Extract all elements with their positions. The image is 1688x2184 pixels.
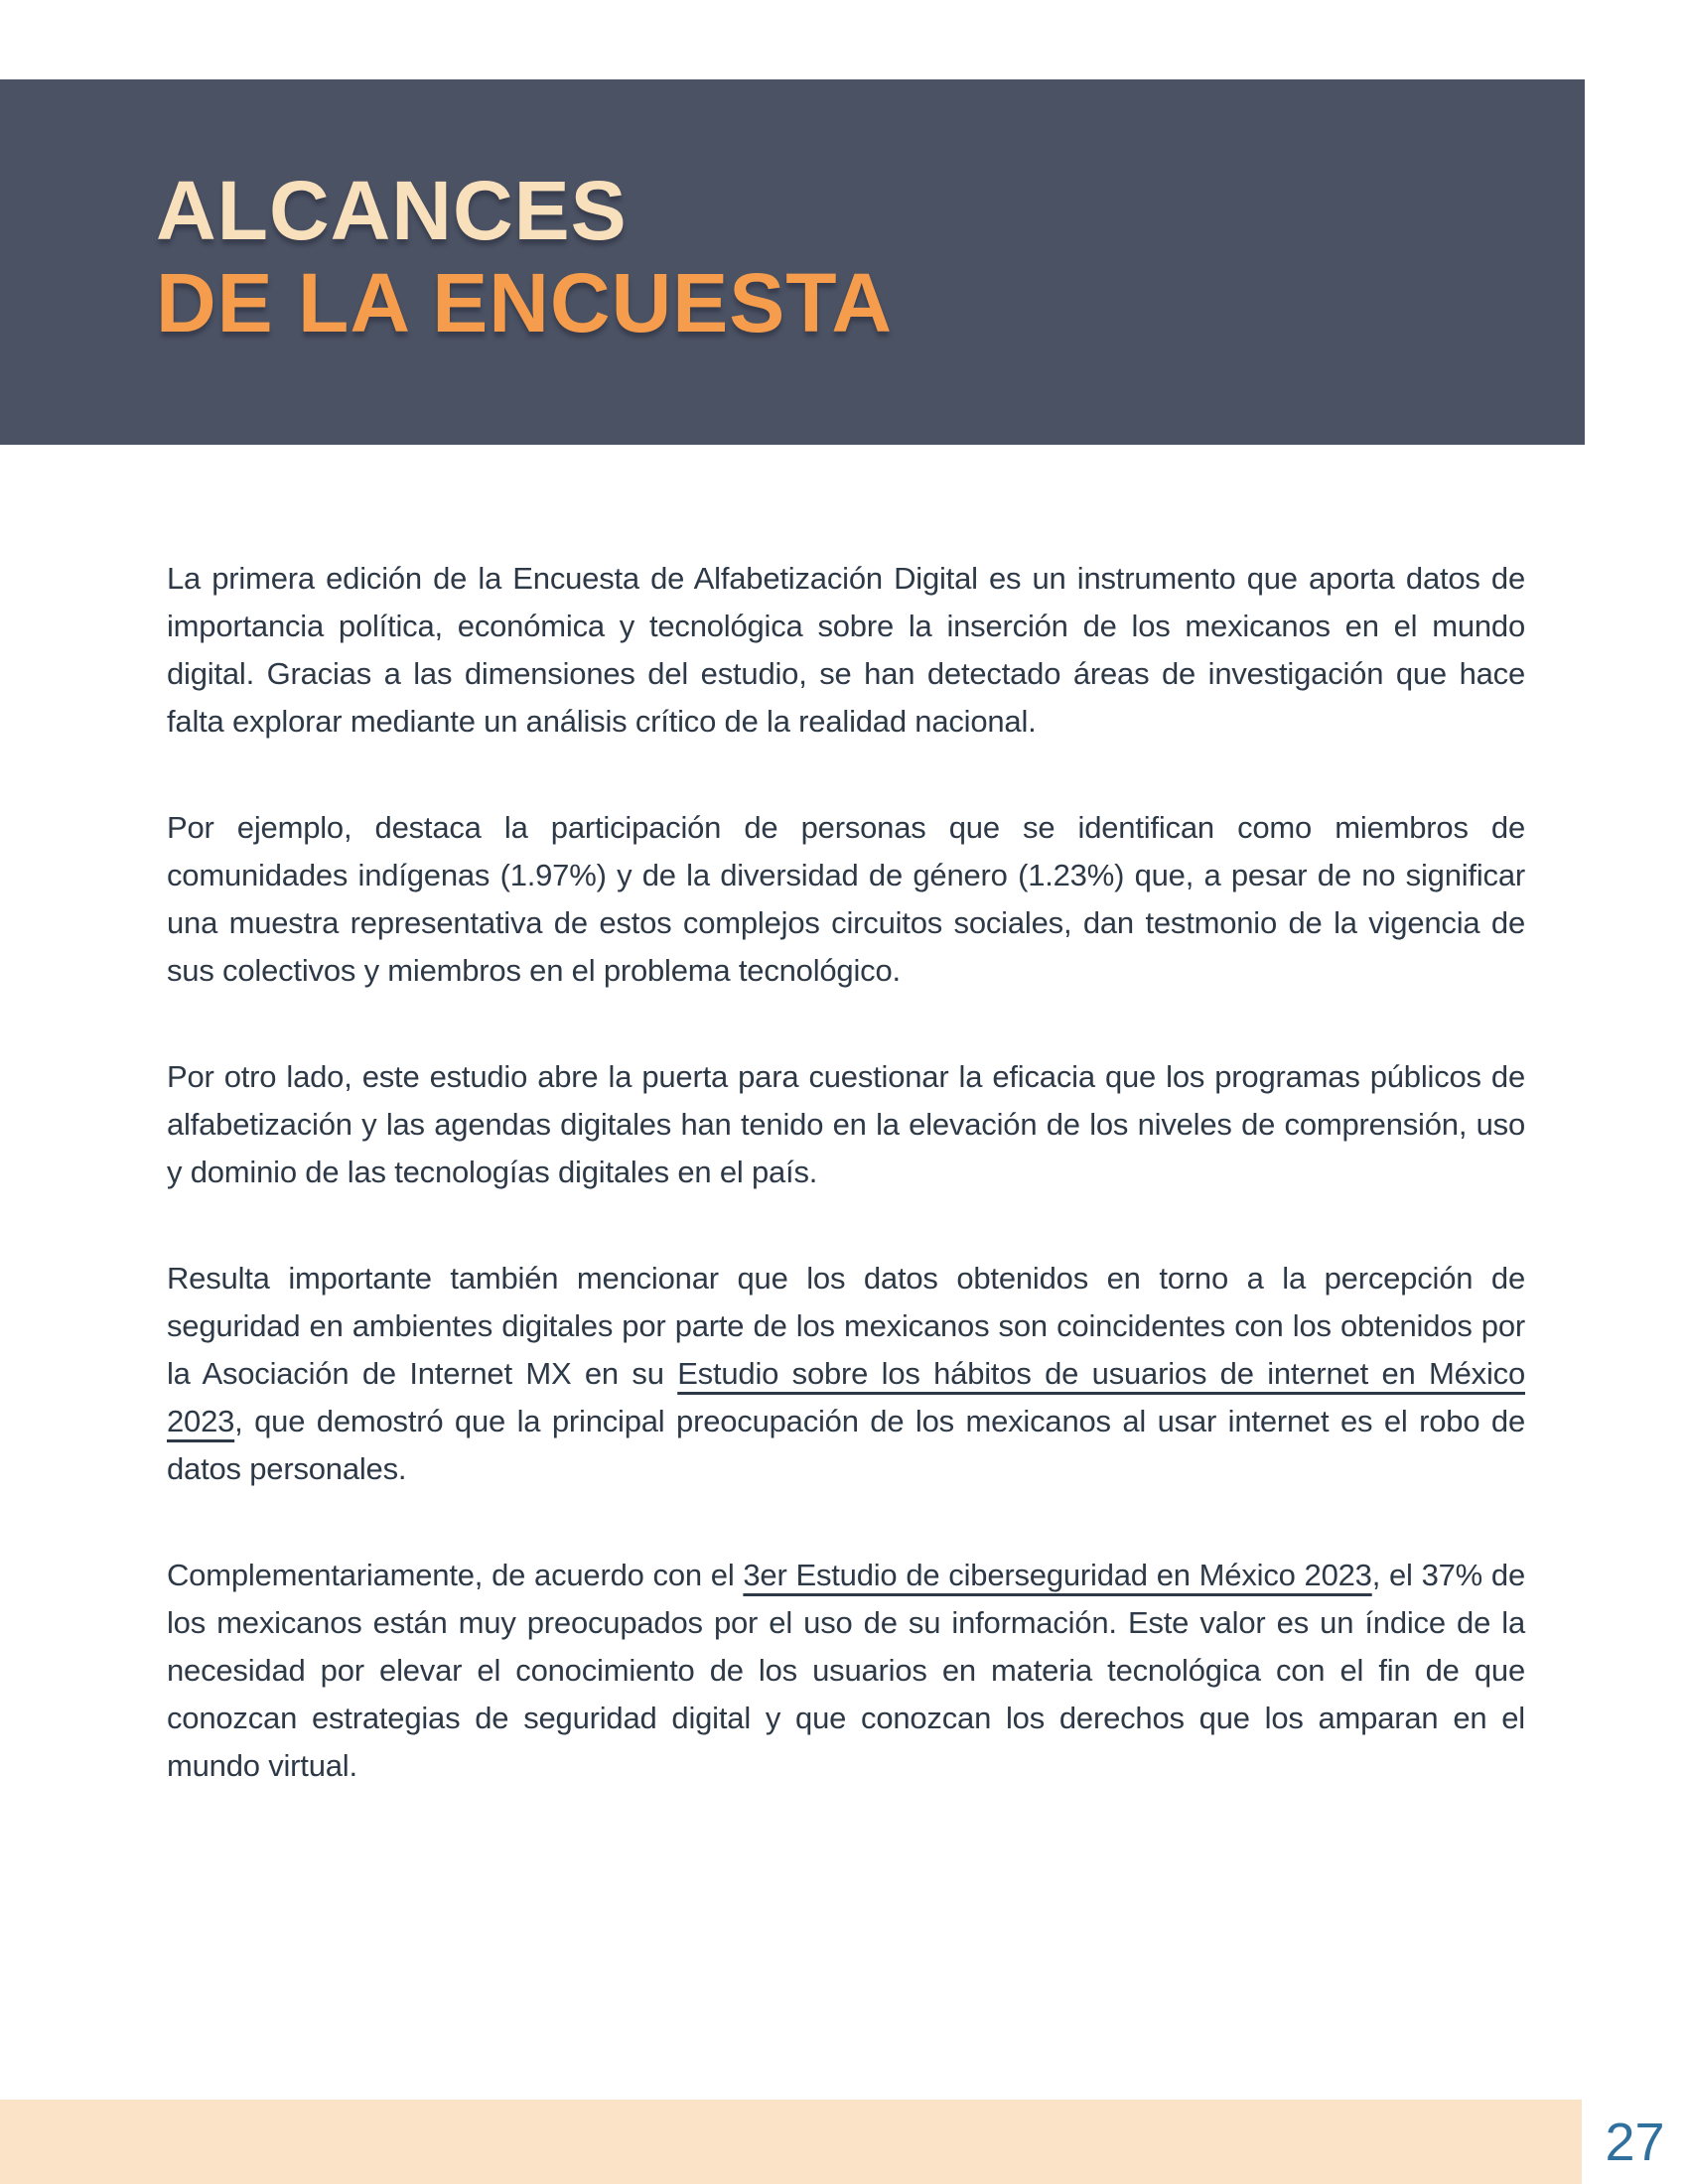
page-title [0, 79, 1585, 349]
paragraph [167, 1053, 1525, 1196]
page-title-line2: DE LA ENCUESTA [156, 256, 894, 349]
reference-link[interactable]: 3er Estudio de ciberseguridad en México 2023 [743, 1558, 1372, 1592]
reference-link[interactable]: Estudio sobre los hábitos de usuarios de internet en México 2023 [167, 1356, 1525, 1438]
paragraph [167, 555, 1525, 746]
page-number: 27 [1605, 2112, 1665, 2172]
paragraph-text: Por otro lado, este estudio abre la puerta para cuestionar la eficacia que los programas públicos de alfabetización y las agendas digitales han tenido en la elevación de los niveles de comprensión, uso y dominio de las tecnologías digitales en el país. [167, 1059, 1525, 1189]
paragraph-text: La primera edición de la Encuesta de Alfabetización Digital es un instrumento que aporta datos de importancia política, económica y tecnológica sobre la inserción de los mexicanos en el mundo digital. Gracias a las dimensiones del estudio, se han detectado áreas de investigación que hace falta explorar mediante un análisis crítico de la realidad nacional. [167, 561, 1525, 739]
page-title-line1: ALCANCES [156, 164, 628, 257]
paragraph [167, 1552, 1525, 1790]
paragraph-text: Resulta importante también mencionar que los datos obtenidos en torno a la percepción de seguridad en ambientes digitales por parte de los mexicanos son coincidentes con los obtenidos por la Asociación de Internet MX en su [167, 1261, 1525, 1391]
paragraph [167, 804, 1525, 995]
paragraph [167, 1255, 1525, 1493]
footer-accent-bar [0, 2100, 1582, 2184]
paragraph-text: Por ejemplo, destaca la participación de personas que se identifican como miembros de comunidades indígenas (1.97%) y de la diversidad de género (1.23%) que, a pesar de no significar una muestra representativa de estos complejos circuitos sociales, dan testmonio de la vigencia de sus colectivos y miembros en el problema tecnológico. [167, 810, 1525, 988]
body-text-column [167, 555, 1525, 1790]
paragraphs [167, 555, 1525, 1790]
header-banner [0, 79, 1585, 445]
paragraph-text: Complementariamente, de acuerdo con el [167, 1558, 744, 1592]
paragraph-text: , el 37% de los mexicanos están muy preocupados por el uso de su información. Este valor es un índice de la necesidad por elevar el conocimiento de los usuarios en materia tecnológica con el fin de que conozcan estrategias de seguridad digital y que conozcan los derechos que los amparan en el mundo virtual. [167, 1558, 1525, 1783]
paragraph-text: , que demostró que la principal preocupación de los mexicanos al usar internet es el robo de datos personales. [167, 1404, 1525, 1486]
